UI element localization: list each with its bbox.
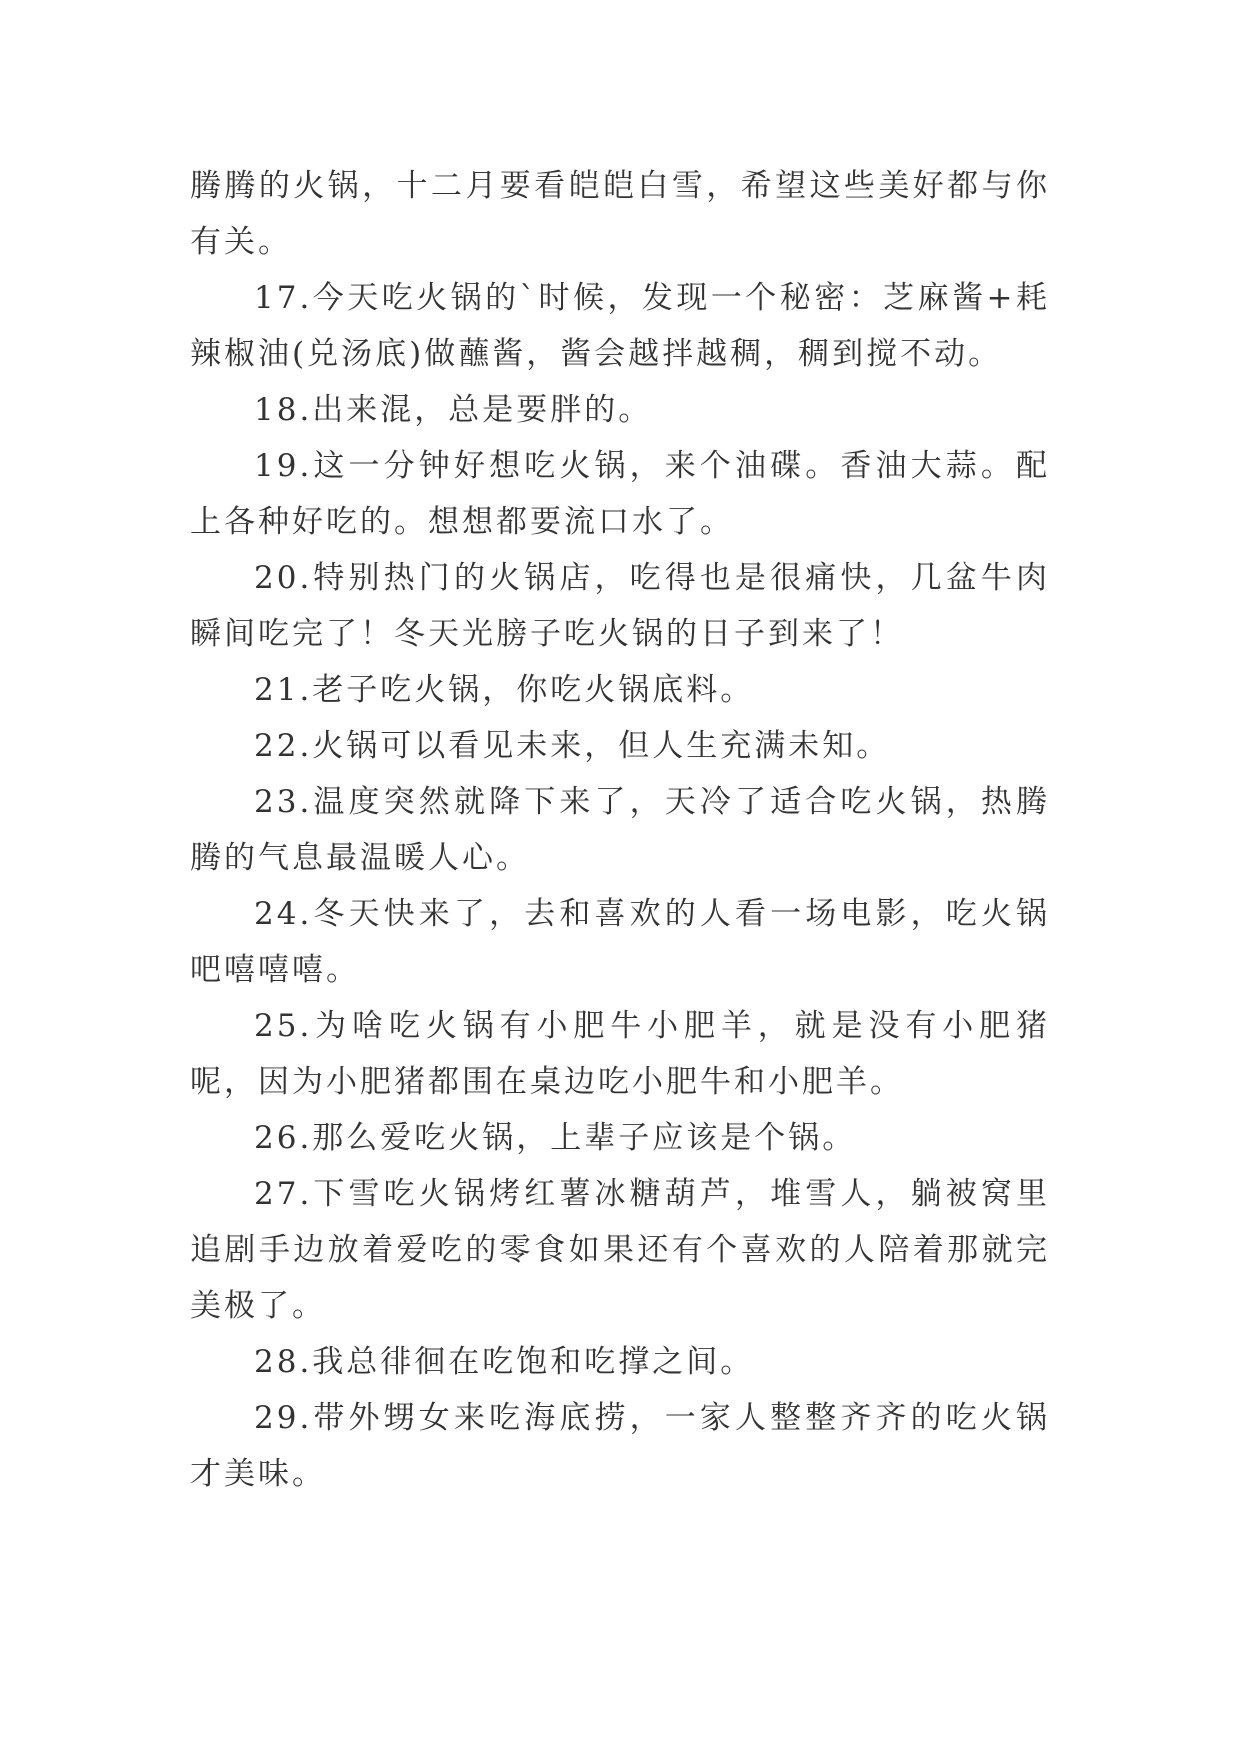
paragraph-item-24: 24.冬天快来了，去和喜欢的人看一场电影，吃火锅吧嘻嘻嘻。 [190, 896, 1050, 988]
paragraph-item-19: 19.这一分钟好想吃火锅，来个油碟。香油大蒜。配上各种好吃的。想想都要流口水了。 [190, 448, 1050, 540]
paragraph-item-18: 18.出来混，总是要胖的。 [254, 392, 653, 428]
paragraph-item-26: 26.那么爱吃火锅，上辈子应该是个锅。 [254, 1120, 857, 1156]
paragraph-item-17: 17.今天吃火锅的`时候，发现一个秘密：芝麻酱+耗辣椒油(兑汤底)做蘸酱，酱会越拌越稠，稠到搅不动。 [190, 280, 1050, 372]
paragraph-item-25: 25.为啥吃火锅有小肥牛小肥羊，就是没有小肥猪呢，因为小肥猪都围在桌边吃小肥牛和小肥羊。 [190, 1008, 1050, 1100]
paragraph-continuation: 腾腾的火锅，十二月要看皑皑白雪，希望这些美好都与你有关。 [190, 168, 1050, 260]
paragraph-item-22: 22.火锅可以看见未来，但人生充满未知。 [254, 728, 891, 764]
paragraph-item-20: 20.特别热门的火锅店，吃得也是很痛快，几盆牛肉瞬间吃完了！冬天光膀子吃火锅的日子到来了！ [190, 560, 1050, 652]
document-body [190, 158, 1050, 1502]
paragraph-item-29: 29.带外甥女来吃海底捞，一家人整整齐齐的吃火锅才美味。 [190, 1400, 1050, 1492]
paragraph-item-21: 21.老子吃火锅，你吃火锅底料。 [254, 672, 755, 708]
paragraph-item-28: 28.我总徘徊在吃饱和吃撑之间。 [254, 1344, 755, 1380]
paragraph-item-27: 27.下雪吃火锅烤红薯冰糖葫芦，堆雪人，躺被窝里追剧手边放着爱吃的零食如果还有个喜欢的人陪着那就完美极了。 [190, 1176, 1050, 1324]
paragraph-item-23: 23.温度突然就降下来了，天冷了适合吃火锅，热腾腾的气息最温暖人心。 [190, 784, 1050, 876]
